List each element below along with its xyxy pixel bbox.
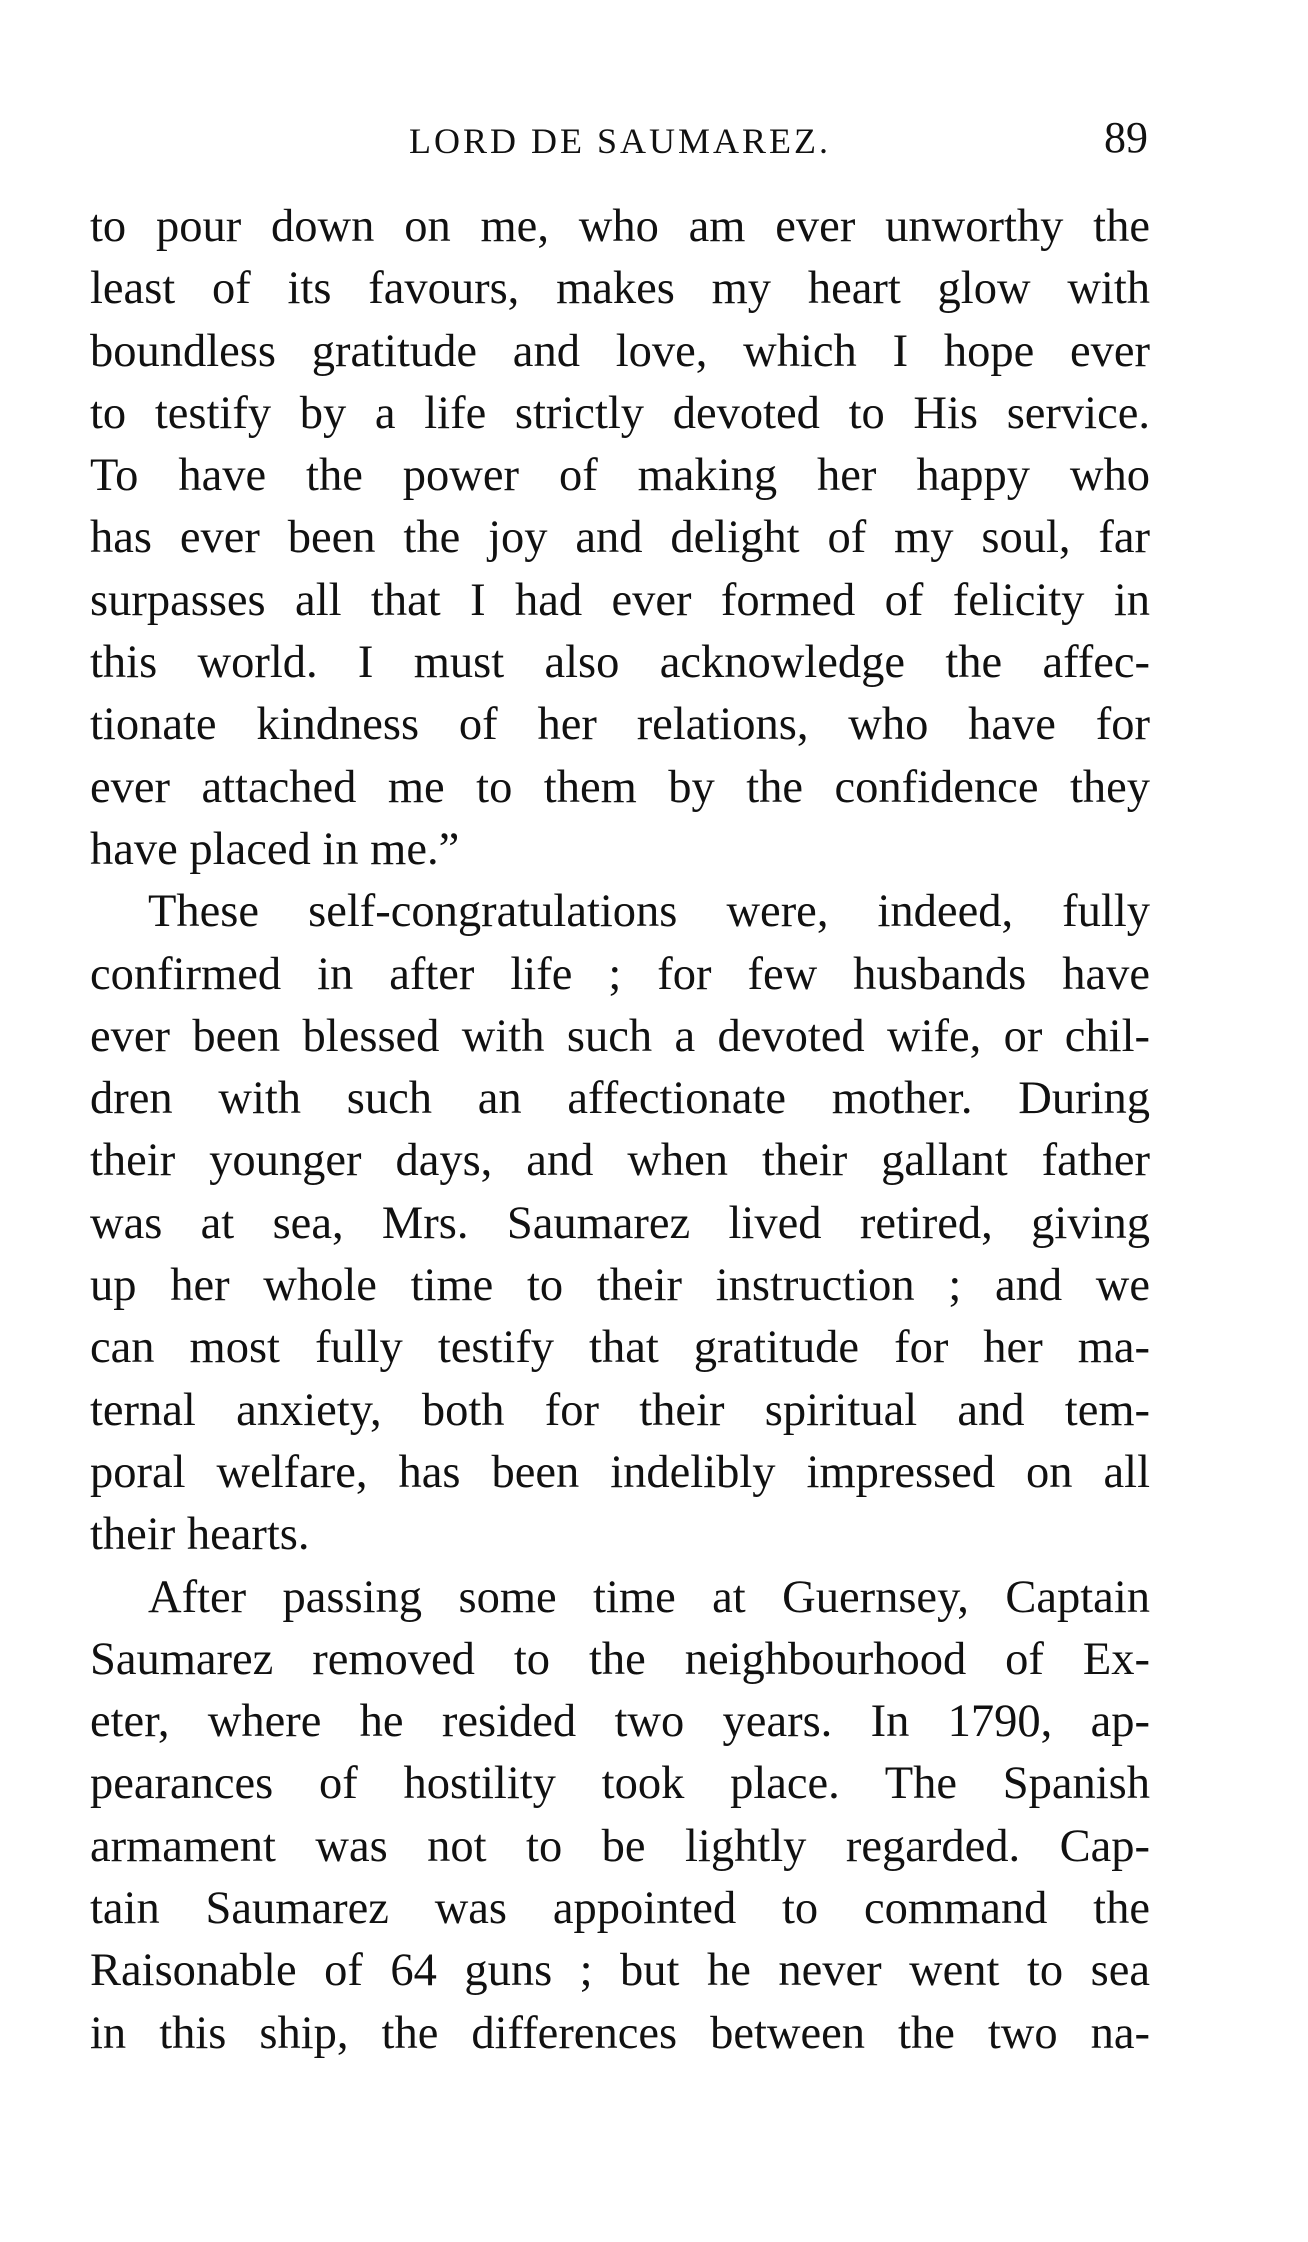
running-title: LORD DE SAUMAREZ.	[408, 121, 831, 161]
text-line: confirmed in after life ; for few husbands have	[90, 948, 1150, 1000]
text-line: surpasses all that I had ever formed of felicity in	[90, 574, 1150, 626]
page-number: 89	[1104, 113, 1148, 162]
text-line: their hearts.	[90, 1509, 310, 1561]
text-line: tionate kindness of her relations, who have for	[90, 699, 1150, 751]
text-line: After passing some time at Guernsey, Captain	[148, 1571, 1150, 1623]
text-line: armament was not to be lightly regarded. Cap-	[90, 1820, 1150, 1872]
text-line: was at sea, Mrs. Saumarez lived retired, giving	[90, 1197, 1150, 1249]
text-line: this world. I must also acknowledge the affec-	[90, 637, 1150, 689]
text-line: pearances of hostility took place. The Spanish	[90, 1758, 1150, 1810]
text-line: dren with such an affectionate mother. During	[90, 1073, 1150, 1125]
text-line: has ever been the joy and delight of my soul, far	[90, 512, 1150, 564]
text-line: boundless gratitude and love, which I hope ever	[90, 325, 1150, 377]
text-line: tain Saumarez was appointed to command the	[90, 1883, 1150, 1935]
text-line: in this ship, the differences between the two na-	[90, 2007, 1150, 2059]
text-line: least of its favours, makes my heart glow with	[90, 263, 1150, 315]
text-line: to testify by a life strictly devoted to His service.	[90, 387, 1150, 439]
text-line: their younger days, and when their gallant father	[90, 1135, 1150, 1187]
text-line: to pour down on me, who am ever unworthy the	[90, 201, 1150, 252]
text-line: ever attached me to them by the confidence they	[90, 761, 1150, 813]
text-line: have placed in me.”	[90, 823, 460, 875]
text-line: ever been blessed with such a devoted wife, or chil-	[90, 1010, 1150, 1062]
text-line: eter, where he resided two years. In 1790, ap-	[90, 1696, 1150, 1748]
text-line: To have the power of making her happy who	[90, 450, 1150, 502]
text-line: poral welfare, has been indelibly impressed on all	[90, 1446, 1150, 1498]
text-line: up her whole time to their instruction ; and we	[90, 1260, 1150, 1312]
text-line: These self-congratulations were, indeed, fully	[148, 886, 1150, 938]
text-line: Saumarez removed to the neighbourhood of Ex-	[90, 1633, 1150, 1685]
text-line: ternal anxiety, both for their spiritual and tem-	[90, 1384, 1150, 1436]
text-line: can most fully testify that gratitude for her ma-	[90, 1322, 1150, 1374]
running-head	[90, 112, 1150, 172]
body-text	[90, 196, 1150, 2065]
text-line: Raisonable of 64 guns ; but he never went to sea	[90, 1945, 1150, 1997]
